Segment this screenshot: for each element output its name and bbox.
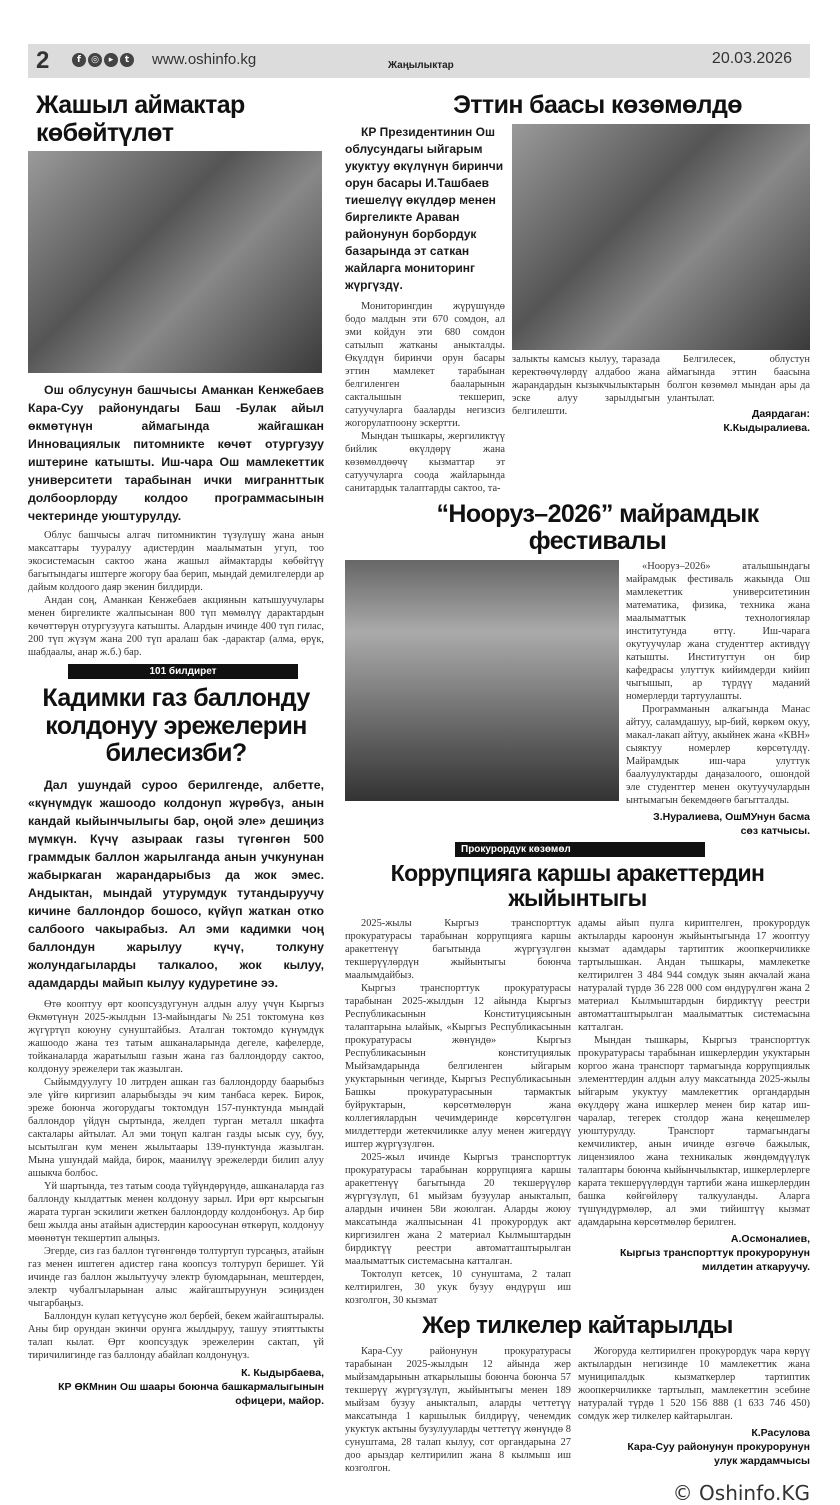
article5-title: Коррупцияга каршы аракеттердин жыйынтыгы: [390, 859, 765, 911]
rubric-banner: Прокурордук көзөмөл: [455, 842, 705, 857]
left-column: [28, 92, 324, 1408]
issue-date: 20.03.2026: [711, 50, 792, 67]
article4-body: «Нооруз–2026» аталышындагы майрамдык фестиваль жакында Ош мамлекеттик университетинин математика, физика, техника жана маалыматтык технологиялар институтунда өттү. Иш-чарага окутуучулар жана студенттер активдүү катышты. Институттун он бир кафедрасы улуттук кийимдерди кийип чыгышып, ар түрдүү маданий номерлерди тартуулашты. Программанын алкагында Манас айтуу, саламдашуу, ыр-бий, көркөм окуу, макал-лакап айтуу, акыйнек жана «КВН» сыяктуу номерлер көрсөтүлдү. Майрамдык иш-чара улуттук баалуулуктарды даңазалоого, ошондой эле студенттер менен окутуучулардын ынтымагын бекемдөөгө багытталды.: [626, 560, 810, 806]
watermark: © Oshinfo.KG: [672, 1481, 810, 1505]
rubric-banner: 101 билдирет: [68, 664, 298, 679]
article3-lede: КР Президентинин Ош облусундагы ыйгарым укуктуу өкүлүнүн биринчи орун басары И.Ташбаев тиешелүү өкүлдөр менен биргеликте Араван районунун борбордук базарында эт саткан жайларга мониторинг жүргүздү.: [345, 124, 504, 292]
article5-body-col2: адамы айып пулга кириптелген, прокурордук актыларды кароонун жыйынтыгында 17 жооптуу кызмат адамдары тартиптик жоопкерчиликке тартылышкан. Андан тышкары, мамлекетке келтирилген 3 484 944 сомдук зыян акчалай жана натуралай түрдө 36 228 000 сом өндүрүлгөн жана 2 материал Кылмыштардын бирдиктүү реестри автоматташтырылган маалыматтык системасына катталган. Мындан тышкары, Кыргыз транспорттук прокуратурасы тарабынан ишкерлердин укуктарын коргоо жана транспорт тармагында коррупциялык элементтердин алдын алуу максатында 2025-жылы ыйгарым укуктуу мамлекеттик органдардын өкүлдөрү жана ишкерлер менен бир катар иш-чаралар, тегерек столдор жана кеңешмелер уюштурулду. Транспорт тармагындагы кемчиликтер, анын ичинде өзгөчө бажылык, лицензиялоо жана техникалык жөндөмдүүлүк талаптары боюнча кыйынчылыктар, ишкерлерлерге карата текшерүүлөрдүн тартиби жана ишкерлердин башка көйгөйлөрү талкууланды. Аларга түшүндүрмөлөр, ал эми тийиштүү кызмат адамдарына көрсөтмөлөр берилген.: [578, 918, 810, 1229]
article6-signature: К.Расулова Кара-Суу районунун прокурорунун улук жардамчысы: [627, 1427, 810, 1468]
article2-title: Кадимки газ баллонду колдонуу эрежелерин билесизби?: [42, 684, 310, 767]
article5-signature: А.Осмоналиев, Кыргыз транспорттук прокурорунун милдетин аткаруучу.: [619, 1233, 810, 1274]
page-header: [28, 44, 810, 78]
article1-lede: Ош облусунун башчысы Аманкан Кенжебаев Кара-Суу районундагы Баш -Булак айыл өкмөтүнүн аймагында жайгашкан Инновациялык питомникте көчөт отургузуу иштерине катышты. Иш-чара Ош мамлекеттик университети тарабынан ички миграннттык долбоорлорду колдоо программасынын чектеринде уюштурулду.: [28, 383, 324, 523]
right-region: [345, 92, 810, 1505]
article2-lede: Дал ушундай суроо берилгенде, албетте, «күнүмдүк жашоодо колдонуп жүрөбүз, анын кандай кыйынчылыгы бар, оңой эле» дешиңиз мүмкүн. Күчү азыраак газы түгөнгөн 500 граммдык баллон жарылганда анын учкунунан жабыркаган жарандарыбыз да жок эмес. Андыктан, мындай утурумдук тутандыруучу кичине баллондор бошосо, күйүп жаткан отко салбоого чакырабыз. Ал эми кадимки чоң баллондун жарылуу күчү, толкуну жолундагыларды талкалоо, жок кылуу, адамдарды майып кылуу кудуретине ээ.: [28, 777, 324, 990]
article5-body-col1: 2025-жылы Кыргыз транспорттук прокуратурасы тарабынан коррупцияга каршы аракеттенүү багытында жүргүзүлгөн текшерүүлөрдүн жыйынтыгы боюнча маалымдайбыз. Кыргыз транспорттук прокуратурасы тарабынан 2025-жылдын 12 айында Кыргыз Республикасынын Конституциясынын талаптарына ылайык, «Кыргыз Республикасынын прокуратурасы жөнүндө» Кыргыз Республикасынын конституциялык Мыйзамдарында белгиленген ыйгарым укуктарынын чегинде, Кыргыз Республикасынын Башкы прокуратурасынын тармактык буйруктарын, көрсөтмөлөрүн жана коллегиялардын чечимдеринде көрсөтүлгөн милдеттерди жетекчиликке алуу менен жигердүү иштер жүргүзүлгөн. 2025-жыл ичинде Кыргыз транспорттук прокуратурасы тарабынан коррупцияга каршы аракеттенүү багытында 20 текшерүүлөр жүргүзүлүп, 61 мыйзам бузуулар аныкталып, алардын ичинен 58и жоюлган. Аларды жоюу максатында жалпысынан 41 прокурордук акт киргизилген жана 2 материал Кылмыштардын бирдиктүү реестри автоматташтырылган маалыматтык системасына катталган. Токтолуп кетсек, 10 сунуштама, 2 талап келтирилген, 30 укук бузуу өндүрүш иш козголгон, 30 кызмат: [345, 918, 571, 1307]
instagram-icon[interactable]: ◎: [88, 53, 102, 67]
article3-body-col1: Мониторингдин жүрүшүндө бодо малдын эти 670 сомдон, ал эми койдун эти 680 сомдон сатылып жатканы аныкталды. Өкүлдүн биринчи орун басары эттин мамлекет тарабынан белгиленген бааларынын сакталышын текшерип, сатуучуларга бааларды негизсиз жогорулатпоону эскертти. Мындан тышкары, жергиликтүү бийлик өкүлдөрү жана көзөмөлдөөчү кызматтар эт сатуучуларга соода жайларында санитардык талаптарды сактоо, та-: [345, 300, 505, 494]
article4-signature: З.Нуралиева, ОшМУнун басма сөз катчысы.: [653, 810, 810, 837]
article6-body-col2: Жогоруда келтирилген прокурордук чара көрүү актылардын негизинде 10 мамлекеттик жана муниципалдык кызматкерлер тартиптик жоопкерчиликке тартылып, мамлекеттин эсебине натуралай түрдө 1 520 156 888 (1 633 746 450) сомдук жер тилкелер кайтарылган.: [578, 1346, 810, 1423]
section-name: Жаңылыктар: [388, 60, 454, 71]
facebook-icon[interactable]: f: [72, 53, 86, 67]
article3: [345, 124, 810, 495]
article1-title: Жашыл аймактар көбөйтүлөт: [36, 91, 245, 147]
article3-body-col3: Белгилесек, облустун аймагында эттин баасына болгон көзөмөл мындан ары да улантылат.: [667, 353, 810, 404]
article3-photo: [512, 124, 810, 350]
article2-body: Өтө кооптуу өрт коопсуздугунун алдын алуу үчүн Кыргыз Өкмөтүнүн 2025-жылдын 13-майындагы №251 токтомуна көз жүгүртүп коюуну сунуштайбыз. Аталган токтомдо күнүмдүк жашоодо жана тез татым ашканаларында дегеле, кафелерде, тойканаларда жаратылыш газын жана газ баллондорду сактоо, колдонуу эрежелери так жазылган. Сыйымдуулугу 10 литрден ашкан газ баллондорду баарыбыз эле үйгө киргизип аларыбызды эч ким танбаса керек. Бирок, эреже боюнча жогорудагы токтомдун 157-пунктунда мындай баллондор үйдүн сыртында, желдеп турган металл шкафта сакталары айтылат. Ал эми тоңуп калган газды ысык суу, буу, ысытылган кум менен жылытаары 139-пунктунда жазылган. Мына ушундай майда, бирок, маанилүү эрежелерди билип алуу ашыкча болбос. Үй шартында, тез татым соода түйүндөрүндө, ашканаларда газ баллонду кылдаттык менен колдонуу зарыл. Ири өрт кырсыгын жарата турган эскилиги жеткен баллондорду колдонбоңуз. Ар бир беш жылда аны атайын адистердин кароосунан өткөрүп, колдонуу мөөнөтүн текшертип алыңыз. Эгерде, сиз газ баллон түгөнгөндө толтуртуп турсаңыз, атайын газ менен иштеген адистер гана коопсуз толтуруп беришет. Үй ичинде газ баллон жылытуучу электр буюмдарынан, мештерден, электр чубалгыларынан алыс жайгаштыруунун эсиңизден чыгарбаңыз. Баллондун кулап кетүүсүнө жол бербей, бекем жайгаштыралы. Аны бир орундан экинчи орунга жылдыруу, ташуу этияттыкты талап кылат. Өрт коопсуздук эрежелерин сактап, үй тиричилигинде газ баллонду абайлап колдонуңуз.: [28, 998, 324, 1361]
article2-signature: К. Кыдырбаева, КР ӨКМнин Ош шаары боюнча башкармалыгынын офицери, майор.: [58, 1366, 324, 1407]
article6: [345, 1345, 810, 1475]
article5: [345, 917, 810, 1307]
article4-photo: [345, 560, 619, 801]
article1-photo: [28, 151, 322, 373]
youtube-icon[interactable]: ▸: [104, 53, 118, 67]
twitter-icon[interactable]: t: [120, 53, 134, 67]
article3-title: Эттин баасы көзөмөлдө: [453, 91, 742, 119]
article3-body-col2: залыкты камсыз кылуу, таразада керектөөчүлөрдү алдабоо жана жарандардын кызыкчылыктарын эске алуу зарылдыгын белгилешти.: [512, 353, 660, 417]
page-number: 2: [36, 47, 50, 74]
article6-title: Жер тилкелер кайтарылды: [422, 1312, 733, 1340]
article4: [345, 560, 810, 838]
article4-title: “Нооруз–2026” майрамдык фестивалы: [436, 499, 759, 555]
article3-signature: Даярдаган: К.Кыдыралиева.: [723, 407, 810, 434]
article6-body-col1: Кара-Суу районунун прокуратурасы тарабынан 2025-жылдын 12 айында жер мыйзамдарынын аткарылышы боюнча боюнча 57 текшерүү жүргүзүлүп, жыйынтыгы менен 189 мыйзам бузуу аныкталып, аларды четтетүү максатында 1 каршылык билдирүү, ченемдик укуктук актыны бузулууларды четтетүү жөнүндө 8 сунуштама, 28 талап кылуу, сот органдарына 27 доо арыздар келтирилип жана 8 кылмыш иш козголгон.: [345, 1346, 571, 1475]
website-link[interactable]: www.oshinfo.kg: [152, 51, 257, 68]
article1-body: Облус башчысы алгач питомниктин түзүлүшү жана анын максаттары тууралуу адистердин маалыматын угуп, тоо экосистемасын сактоо жана жашыл аймактарды көбөйтүү багытындагы иштерге жогору баа берип, мындай демилгелерди ар дайым колдоого даяр экенин билдирди. Андан соң, Аманкан Кенжебаев акциянын катышуучулары менен биргеликте жалпысынан 800 түп мөмөлүү дарактардын көчөттөрүн отургузууга катышты. Алардын ичинде 400 түп гилас, 200 түп жүзүм жана 200 түп аралаш бак -дарактар (алма, өрүк, шабдаалы, анар ж.б.) бар.: [28, 530, 324, 658]
